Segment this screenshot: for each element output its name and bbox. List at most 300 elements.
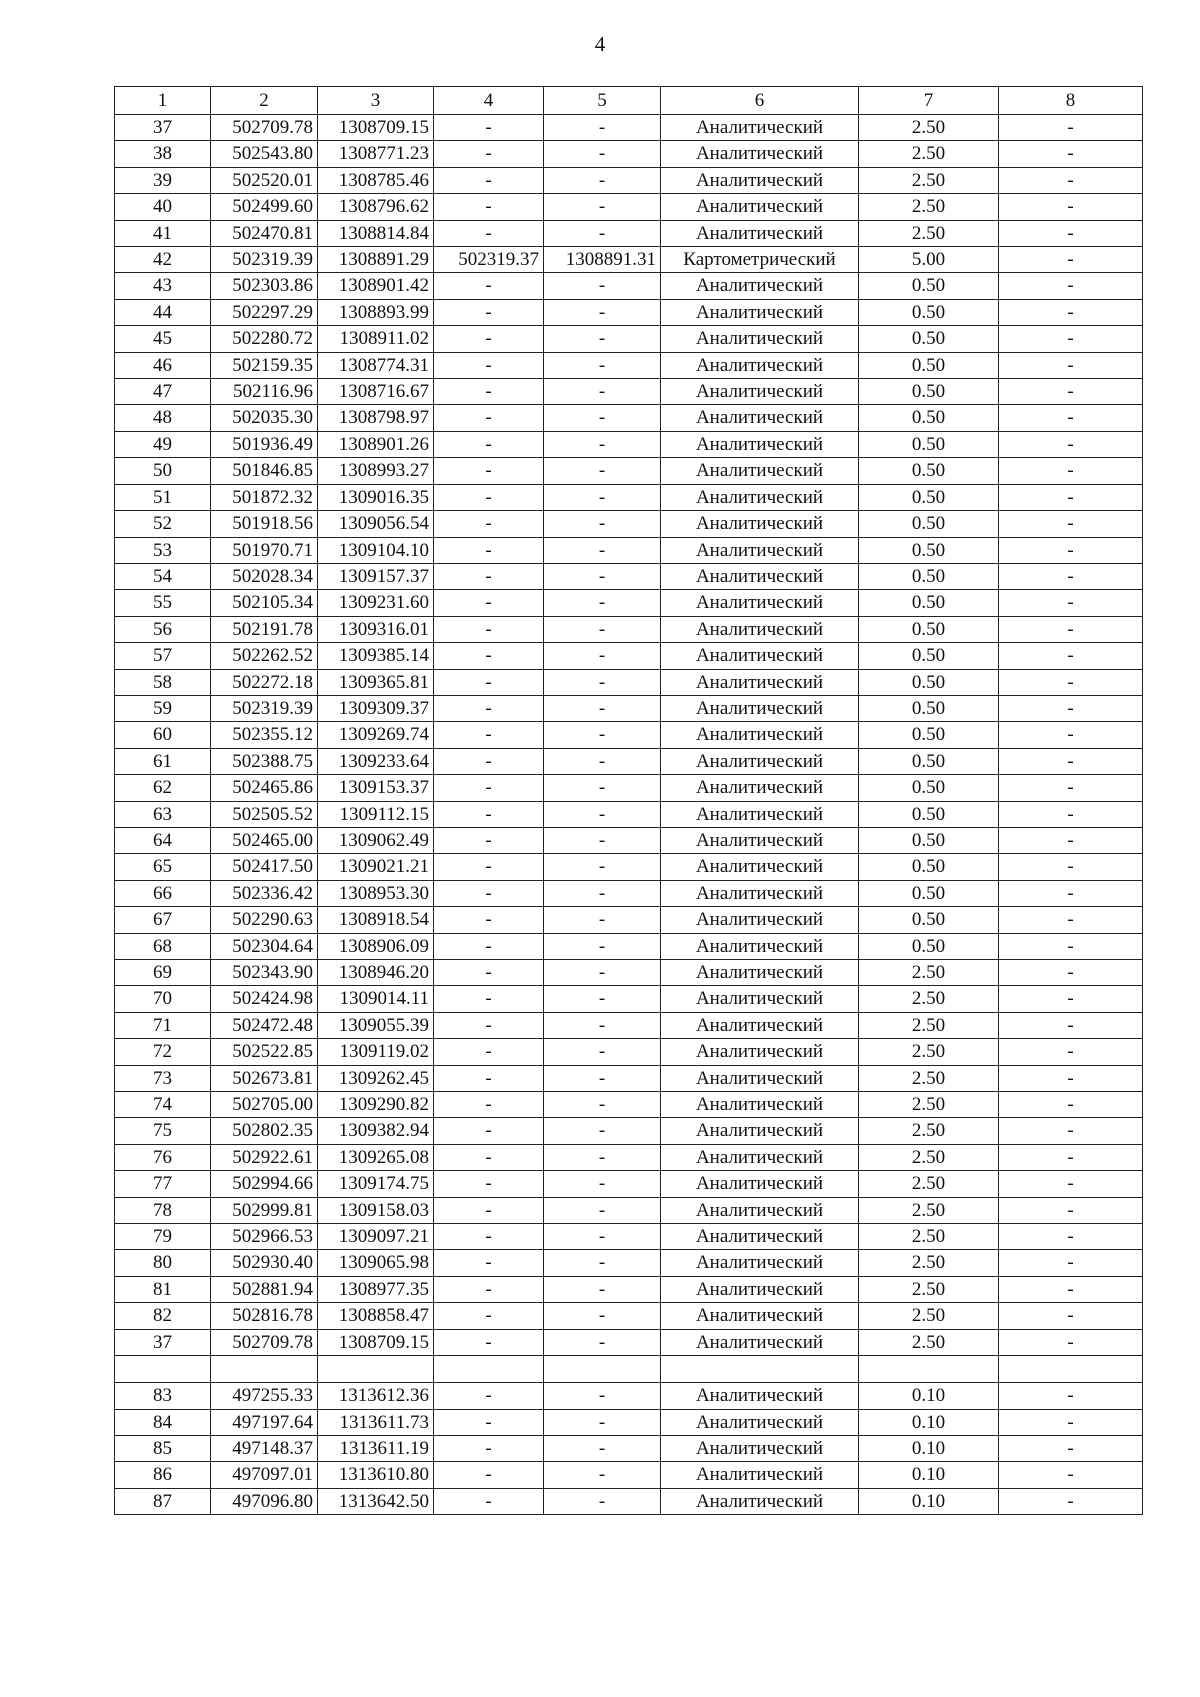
table-row — [115, 1065, 1143, 1091]
y-prev-cell: - — [544, 616, 661, 642]
coordinates-table — [114, 86, 1143, 1515]
x-prev-cell: - — [434, 880, 544, 906]
description-cell: - — [999, 299, 1143, 325]
point-number-cell: 68 — [115, 933, 211, 959]
table-row — [115, 326, 1143, 352]
y-prev-cell: - — [544, 115, 661, 141]
point-number-cell: 82 — [115, 1303, 211, 1329]
y-coordinate-cell: 1313611.19 — [318, 1435, 434, 1461]
y-prev-cell: - — [544, 220, 661, 246]
y-prev-cell: - — [544, 537, 661, 563]
x-prev-cell: - — [434, 431, 544, 457]
accuracy-cell: 0.50 — [859, 775, 999, 801]
point-number-cell: 63 — [115, 801, 211, 827]
table-row — [115, 1383, 1143, 1409]
y-coordinate-cell: 1309174.75 — [318, 1171, 434, 1197]
table-row — [115, 115, 1143, 141]
table-body — [115, 115, 1143, 1515]
description-cell: - — [999, 352, 1143, 378]
x-coordinate-cell: 502709.78 — [211, 115, 318, 141]
table-row — [115, 379, 1143, 405]
accuracy-cell: 2.50 — [859, 141, 999, 167]
description-cell: - — [999, 458, 1143, 484]
accuracy-cell: 2.50 — [859, 1197, 999, 1223]
method-cell: Аналитический — [661, 537, 859, 563]
description-cell: - — [999, 247, 1143, 273]
x-prev-cell: - — [434, 115, 544, 141]
y-prev-cell: - — [544, 907, 661, 933]
table-row — [115, 907, 1143, 933]
y-coordinate-cell: 1309104.10 — [318, 537, 434, 563]
description-cell: - — [999, 1329, 1143, 1355]
x-prev-cell: - — [434, 458, 544, 484]
description-cell: - — [999, 827, 1143, 853]
y-prev-cell: - — [544, 141, 661, 167]
y-coordinate-cell: 1308858.47 — [318, 1303, 434, 1329]
y-prev-cell: - — [544, 431, 661, 457]
point-number-cell: 37 — [115, 1329, 211, 1355]
x-prev-cell: - — [434, 220, 544, 246]
x-prev-cell: - — [434, 827, 544, 853]
y-coordinate-cell: 1309153.37 — [318, 775, 434, 801]
x-coordinate-cell: 502159.35 — [211, 352, 318, 378]
accuracy-cell: 0.50 — [859, 907, 999, 933]
y-prev-cell: - — [544, 1065, 661, 1091]
y-coordinate-cell: 1308911.02 — [318, 326, 434, 352]
method-cell: Аналитический — [661, 1250, 859, 1276]
x-coordinate-cell: 502999.81 — [211, 1197, 318, 1223]
y-coordinate-cell: 1309233.64 — [318, 748, 434, 774]
accuracy-cell: 0.50 — [859, 431, 999, 457]
description-cell: - — [999, 722, 1143, 748]
method-cell: Аналитический — [661, 1118, 859, 1144]
x-coordinate-cell: 502116.96 — [211, 379, 318, 405]
y-prev-cell: - — [544, 1435, 661, 1461]
table-row — [115, 273, 1143, 299]
y-coordinate-cell: 1309309.37 — [318, 695, 434, 721]
table-row — [115, 1276, 1143, 1302]
description-cell: - — [999, 1409, 1143, 1435]
x-coordinate-cell: 502028.34 — [211, 563, 318, 589]
method-cell: Аналитический — [661, 379, 859, 405]
method-cell: Аналитический — [661, 141, 859, 167]
x-coordinate-cell: 501872.32 — [211, 484, 318, 510]
x-coordinate-cell: 502280.72 — [211, 326, 318, 352]
table-row — [115, 1224, 1143, 1250]
y-prev-cell: - — [544, 1144, 661, 1170]
x-coordinate-cell: 497255.33 — [211, 1383, 318, 1409]
x-prev-cell: - — [434, 854, 544, 880]
y-coordinate-cell: 1309055.39 — [318, 1012, 434, 1038]
table-row — [115, 722, 1143, 748]
y-coordinate-cell: 1308953.30 — [318, 880, 434, 906]
table-row — [115, 167, 1143, 193]
x-coordinate-cell: 502966.53 — [211, 1224, 318, 1250]
description-cell: - — [999, 1435, 1143, 1461]
x-coordinate-cell: 502922.61 — [211, 1144, 318, 1170]
y-prev-cell: - — [544, 1303, 661, 1329]
x-prev-cell: - — [434, 1039, 544, 1065]
table-row — [115, 748, 1143, 774]
y-prev-cell: - — [544, 1171, 661, 1197]
table-row — [115, 1012, 1143, 1038]
method-cell: Аналитический — [661, 563, 859, 589]
table-row — [115, 1118, 1143, 1144]
accuracy-cell: 2.50 — [859, 1276, 999, 1302]
accuracy-cell: 0.10 — [859, 1383, 999, 1409]
y-coordinate-cell: 1308774.31 — [318, 352, 434, 378]
x-prev-cell: - — [434, 695, 544, 721]
description-cell: - — [999, 379, 1143, 405]
y-prev-cell: - — [544, 1197, 661, 1223]
x-prev-cell: - — [434, 1118, 544, 1144]
description-cell: - — [999, 854, 1143, 880]
method-cell: Аналитический — [661, 669, 859, 695]
y-prev-cell: - — [544, 299, 661, 325]
x-coordinate-cell: 502930.40 — [211, 1250, 318, 1276]
y-coordinate-cell: 1309062.49 — [318, 827, 434, 853]
description-cell: - — [999, 1012, 1143, 1038]
description-cell: - — [999, 880, 1143, 906]
x-prev-cell: - — [434, 643, 544, 669]
method-cell: Аналитический — [661, 748, 859, 774]
description-cell — [999, 1356, 1143, 1383]
description-cell: - — [999, 1224, 1143, 1250]
description-cell: - — [999, 1303, 1143, 1329]
table-row — [115, 1171, 1143, 1197]
y-coordinate-cell: 1309065.98 — [318, 1250, 434, 1276]
x-prev-cell: - — [434, 1383, 544, 1409]
accuracy-cell: 0.50 — [859, 590, 999, 616]
accuracy-cell: 0.50 — [859, 326, 999, 352]
x-prev-cell: - — [434, 1409, 544, 1435]
description-cell: - — [999, 748, 1143, 774]
point-number-cell: 67 — [115, 907, 211, 933]
x-prev-cell: - — [434, 405, 544, 431]
y-prev-cell: - — [544, 643, 661, 669]
x-coordinate-cell: 502262.52 — [211, 643, 318, 669]
y-coordinate-cell: 1308893.99 — [318, 299, 434, 325]
x-coordinate-cell: 502290.63 — [211, 907, 318, 933]
column-header: 3 — [318, 87, 434, 115]
method-cell: Аналитический — [661, 1144, 859, 1170]
column-header: 6 — [661, 87, 859, 115]
description-cell: - — [999, 933, 1143, 959]
x-prev-cell: - — [434, 299, 544, 325]
description-cell: - — [999, 511, 1143, 537]
x-prev-cell: - — [434, 986, 544, 1012]
point-number-cell: 55 — [115, 590, 211, 616]
point-number-cell: 52 — [115, 511, 211, 537]
table-row — [115, 960, 1143, 986]
method-cell: Аналитический — [661, 273, 859, 299]
x-prev-cell: - — [434, 1065, 544, 1091]
table-row — [115, 801, 1143, 827]
table-row — [115, 695, 1143, 721]
x-prev-cell: - — [434, 326, 544, 352]
x-coordinate-cell: 502520.01 — [211, 167, 318, 193]
table-row — [115, 194, 1143, 220]
x-prev-cell: - — [434, 537, 544, 563]
description-cell: - — [999, 1144, 1143, 1170]
accuracy-cell: 0.50 — [859, 273, 999, 299]
x-coordinate-cell: 502388.75 — [211, 748, 318, 774]
x-prev-cell: - — [434, 1329, 544, 1355]
method-cell: Аналитический — [661, 1039, 859, 1065]
x-prev-cell: - — [434, 1462, 544, 1488]
x-prev-cell: - — [434, 1144, 544, 1170]
accuracy-cell: 2.50 — [859, 1144, 999, 1170]
description-cell: - — [999, 695, 1143, 721]
method-cell: Аналитический — [661, 722, 859, 748]
y-prev-cell: - — [544, 590, 661, 616]
table-row — [115, 669, 1143, 695]
x-coordinate-cell: 502272.18 — [211, 669, 318, 695]
point-number-cell: 46 — [115, 352, 211, 378]
method-cell: Аналитический — [661, 431, 859, 457]
y-prev-cell: - — [544, 748, 661, 774]
x-coordinate-cell: 502336.42 — [211, 880, 318, 906]
y-prev-cell: - — [544, 1383, 661, 1409]
point-number-cell: 74 — [115, 1092, 211, 1118]
y-prev-cell: - — [544, 1329, 661, 1355]
x-prev-cell: - — [434, 1171, 544, 1197]
x-prev-cell: - — [434, 1197, 544, 1223]
description-cell: - — [999, 1171, 1143, 1197]
x-coordinate-cell: 502505.52 — [211, 801, 318, 827]
y-prev-cell: - — [544, 511, 661, 537]
y-prev-cell: - — [544, 273, 661, 299]
x-coordinate-cell: 502417.50 — [211, 854, 318, 880]
x-coordinate-cell — [211, 1356, 318, 1383]
point-number-cell: 62 — [115, 775, 211, 801]
method-cell: Аналитический — [661, 880, 859, 906]
table-row — [115, 616, 1143, 642]
x-prev-cell: - — [434, 960, 544, 986]
x-coordinate-cell: 501846.85 — [211, 458, 318, 484]
accuracy-cell: 2.50 — [859, 1329, 999, 1355]
y-prev-cell: - — [544, 801, 661, 827]
x-prev-cell: - — [434, 1224, 544, 1250]
accuracy-cell: 2.50 — [859, 167, 999, 193]
accuracy-cell: 0.10 — [859, 1435, 999, 1461]
y-prev-cell: - — [544, 1092, 661, 1118]
x-prev-cell: - — [434, 1435, 544, 1461]
x-prev-cell: - — [434, 722, 544, 748]
description-cell: - — [999, 141, 1143, 167]
point-number-cell: 47 — [115, 379, 211, 405]
table-row — [115, 1356, 1143, 1383]
accuracy-cell: 0.50 — [859, 458, 999, 484]
y-prev-cell: - — [544, 722, 661, 748]
description-cell: - — [999, 537, 1143, 563]
accuracy-cell: 2.50 — [859, 1092, 999, 1118]
y-coordinate-cell: 1309265.08 — [318, 1144, 434, 1170]
point-number-cell: 61 — [115, 748, 211, 774]
y-coordinate-cell: 1309290.82 — [318, 1092, 434, 1118]
y-prev-cell: - — [544, 194, 661, 220]
point-number-cell: 50 — [115, 458, 211, 484]
y-prev-cell — [544, 1356, 661, 1383]
point-number-cell: 76 — [115, 1144, 211, 1170]
y-prev-cell: - — [544, 669, 661, 695]
y-prev-cell: - — [544, 1462, 661, 1488]
column-header: 1 — [115, 87, 211, 115]
method-cell: Аналитический — [661, 1329, 859, 1355]
description-cell: - — [999, 484, 1143, 510]
point-number-cell: 45 — [115, 326, 211, 352]
method-cell: Аналитический — [661, 1092, 859, 1118]
table-header — [115, 87, 1143, 115]
y-prev-cell: - — [544, 167, 661, 193]
accuracy-cell: 0.50 — [859, 511, 999, 537]
method-cell: Аналитический — [661, 194, 859, 220]
y-prev-cell: 1308891.31 — [544, 247, 661, 273]
accuracy-cell: 2.50 — [859, 960, 999, 986]
table-row — [115, 827, 1143, 853]
point-number-cell: 80 — [115, 1250, 211, 1276]
x-coordinate-cell: 502035.30 — [211, 405, 318, 431]
x-prev-cell: - — [434, 775, 544, 801]
y-coordinate-cell: 1309097.21 — [318, 1224, 434, 1250]
point-number-cell: 38 — [115, 141, 211, 167]
point-number-cell: 69 — [115, 960, 211, 986]
accuracy-cell: 0.50 — [859, 616, 999, 642]
point-number-cell: 58 — [115, 669, 211, 695]
method-cell: Аналитический — [661, 458, 859, 484]
accuracy-cell: 0.50 — [859, 405, 999, 431]
description-cell: - — [999, 1488, 1143, 1514]
method-cell: Аналитический — [661, 484, 859, 510]
point-number-cell: 51 — [115, 484, 211, 510]
method-cell: Аналитический — [661, 115, 859, 141]
method-cell: Аналитический — [661, 1435, 859, 1461]
description-cell: - — [999, 1462, 1143, 1488]
accuracy-cell: 5.00 — [859, 247, 999, 273]
y-coordinate-cell: 1308918.54 — [318, 907, 434, 933]
table-row — [115, 880, 1143, 906]
x-prev-cell: - — [434, 669, 544, 695]
table-row — [115, 854, 1143, 880]
method-cell: Аналитический — [661, 1303, 859, 1329]
point-number-cell: 65 — [115, 854, 211, 880]
method-cell: Аналитический — [661, 1012, 859, 1038]
method-cell: Аналитический — [661, 1065, 859, 1091]
table-row — [115, 537, 1143, 563]
y-prev-cell: - — [544, 695, 661, 721]
method-cell: Аналитический — [661, 1383, 859, 1409]
method-cell: Аналитический — [661, 1224, 859, 1250]
accuracy-cell: 0.50 — [859, 748, 999, 774]
description-cell: - — [999, 801, 1143, 827]
x-prev-cell: - — [434, 141, 544, 167]
method-cell: Аналитический — [661, 1409, 859, 1435]
description-cell: - — [999, 986, 1143, 1012]
table-row — [115, 1303, 1143, 1329]
accuracy-cell: 0.50 — [859, 537, 999, 563]
x-prev-cell: 502319.37 — [434, 247, 544, 273]
description-cell: - — [999, 1118, 1143, 1144]
point-number-cell: 64 — [115, 827, 211, 853]
y-coordinate-cell: 1309119.02 — [318, 1039, 434, 1065]
point-number-cell: 59 — [115, 695, 211, 721]
description-cell: - — [999, 115, 1143, 141]
table-row — [115, 933, 1143, 959]
x-coordinate-cell: 502191.78 — [211, 616, 318, 642]
y-coordinate-cell: 1308901.26 — [318, 431, 434, 457]
method-cell: Аналитический — [661, 352, 859, 378]
column-header: 5 — [544, 87, 661, 115]
point-number-cell: 49 — [115, 431, 211, 457]
accuracy-cell: 2.50 — [859, 1303, 999, 1329]
x-prev-cell: - — [434, 1092, 544, 1118]
description-cell: - — [999, 326, 1143, 352]
point-number-cell: 81 — [115, 1276, 211, 1302]
accuracy-cell: 0.50 — [859, 933, 999, 959]
x-prev-cell: - — [434, 484, 544, 510]
description-cell: - — [999, 775, 1143, 801]
table-row — [115, 1039, 1143, 1065]
point-number-cell: 86 — [115, 1462, 211, 1488]
y-coordinate-cell: 1309014.11 — [318, 986, 434, 1012]
y-coordinate-cell: 1308814.84 — [318, 220, 434, 246]
x-prev-cell: - — [434, 1276, 544, 1302]
accuracy-cell: 0.50 — [859, 801, 999, 827]
page-number: 4 — [594, 32, 606, 56]
description-cell: - — [999, 1383, 1143, 1409]
x-prev-cell: - — [434, 933, 544, 959]
y-coordinate-cell: 1309231.60 — [318, 590, 434, 616]
y-prev-cell: - — [544, 458, 661, 484]
x-prev-cell: - — [434, 379, 544, 405]
table-row — [115, 1409, 1143, 1435]
y-coordinate-cell: 1308798.97 — [318, 405, 434, 431]
table-row — [115, 775, 1143, 801]
y-prev-cell: - — [544, 933, 661, 959]
y-coordinate-cell: 1313610.80 — [318, 1462, 434, 1488]
point-number-cell: 37 — [115, 115, 211, 141]
y-coordinate-cell: 1308785.46 — [318, 167, 434, 193]
point-number-cell: 84 — [115, 1409, 211, 1435]
header-row — [115, 87, 1143, 115]
accuracy-cell: 0.50 — [859, 695, 999, 721]
x-coordinate-cell: 502881.94 — [211, 1276, 318, 1302]
method-cell: Аналитический — [661, 1171, 859, 1197]
table-row — [115, 1488, 1143, 1514]
y-prev-cell: - — [544, 1276, 661, 1302]
accuracy-cell: 2.50 — [859, 986, 999, 1012]
x-coordinate-cell: 502343.90 — [211, 960, 318, 986]
accuracy-cell: 0.50 — [859, 669, 999, 695]
method-cell: Аналитический — [661, 167, 859, 193]
description-cell: - — [999, 194, 1143, 220]
point-number-cell: 79 — [115, 1224, 211, 1250]
description-cell: - — [999, 907, 1143, 933]
x-coordinate-cell: 501970.71 — [211, 537, 318, 563]
description-cell: - — [999, 590, 1143, 616]
x-coordinate-cell: 502465.86 — [211, 775, 318, 801]
accuracy-cell: 0.10 — [859, 1409, 999, 1435]
point-number-cell: 48 — [115, 405, 211, 431]
method-cell: Аналитический — [661, 590, 859, 616]
method-cell: Аналитический — [661, 854, 859, 880]
y-prev-cell: - — [544, 1039, 661, 1065]
y-prev-cell: - — [544, 1118, 661, 1144]
y-coordinate-cell: 1308716.67 — [318, 379, 434, 405]
accuracy-cell: 0.50 — [859, 563, 999, 589]
column-header: 4 — [434, 87, 544, 115]
point-number-cell: 42 — [115, 247, 211, 273]
